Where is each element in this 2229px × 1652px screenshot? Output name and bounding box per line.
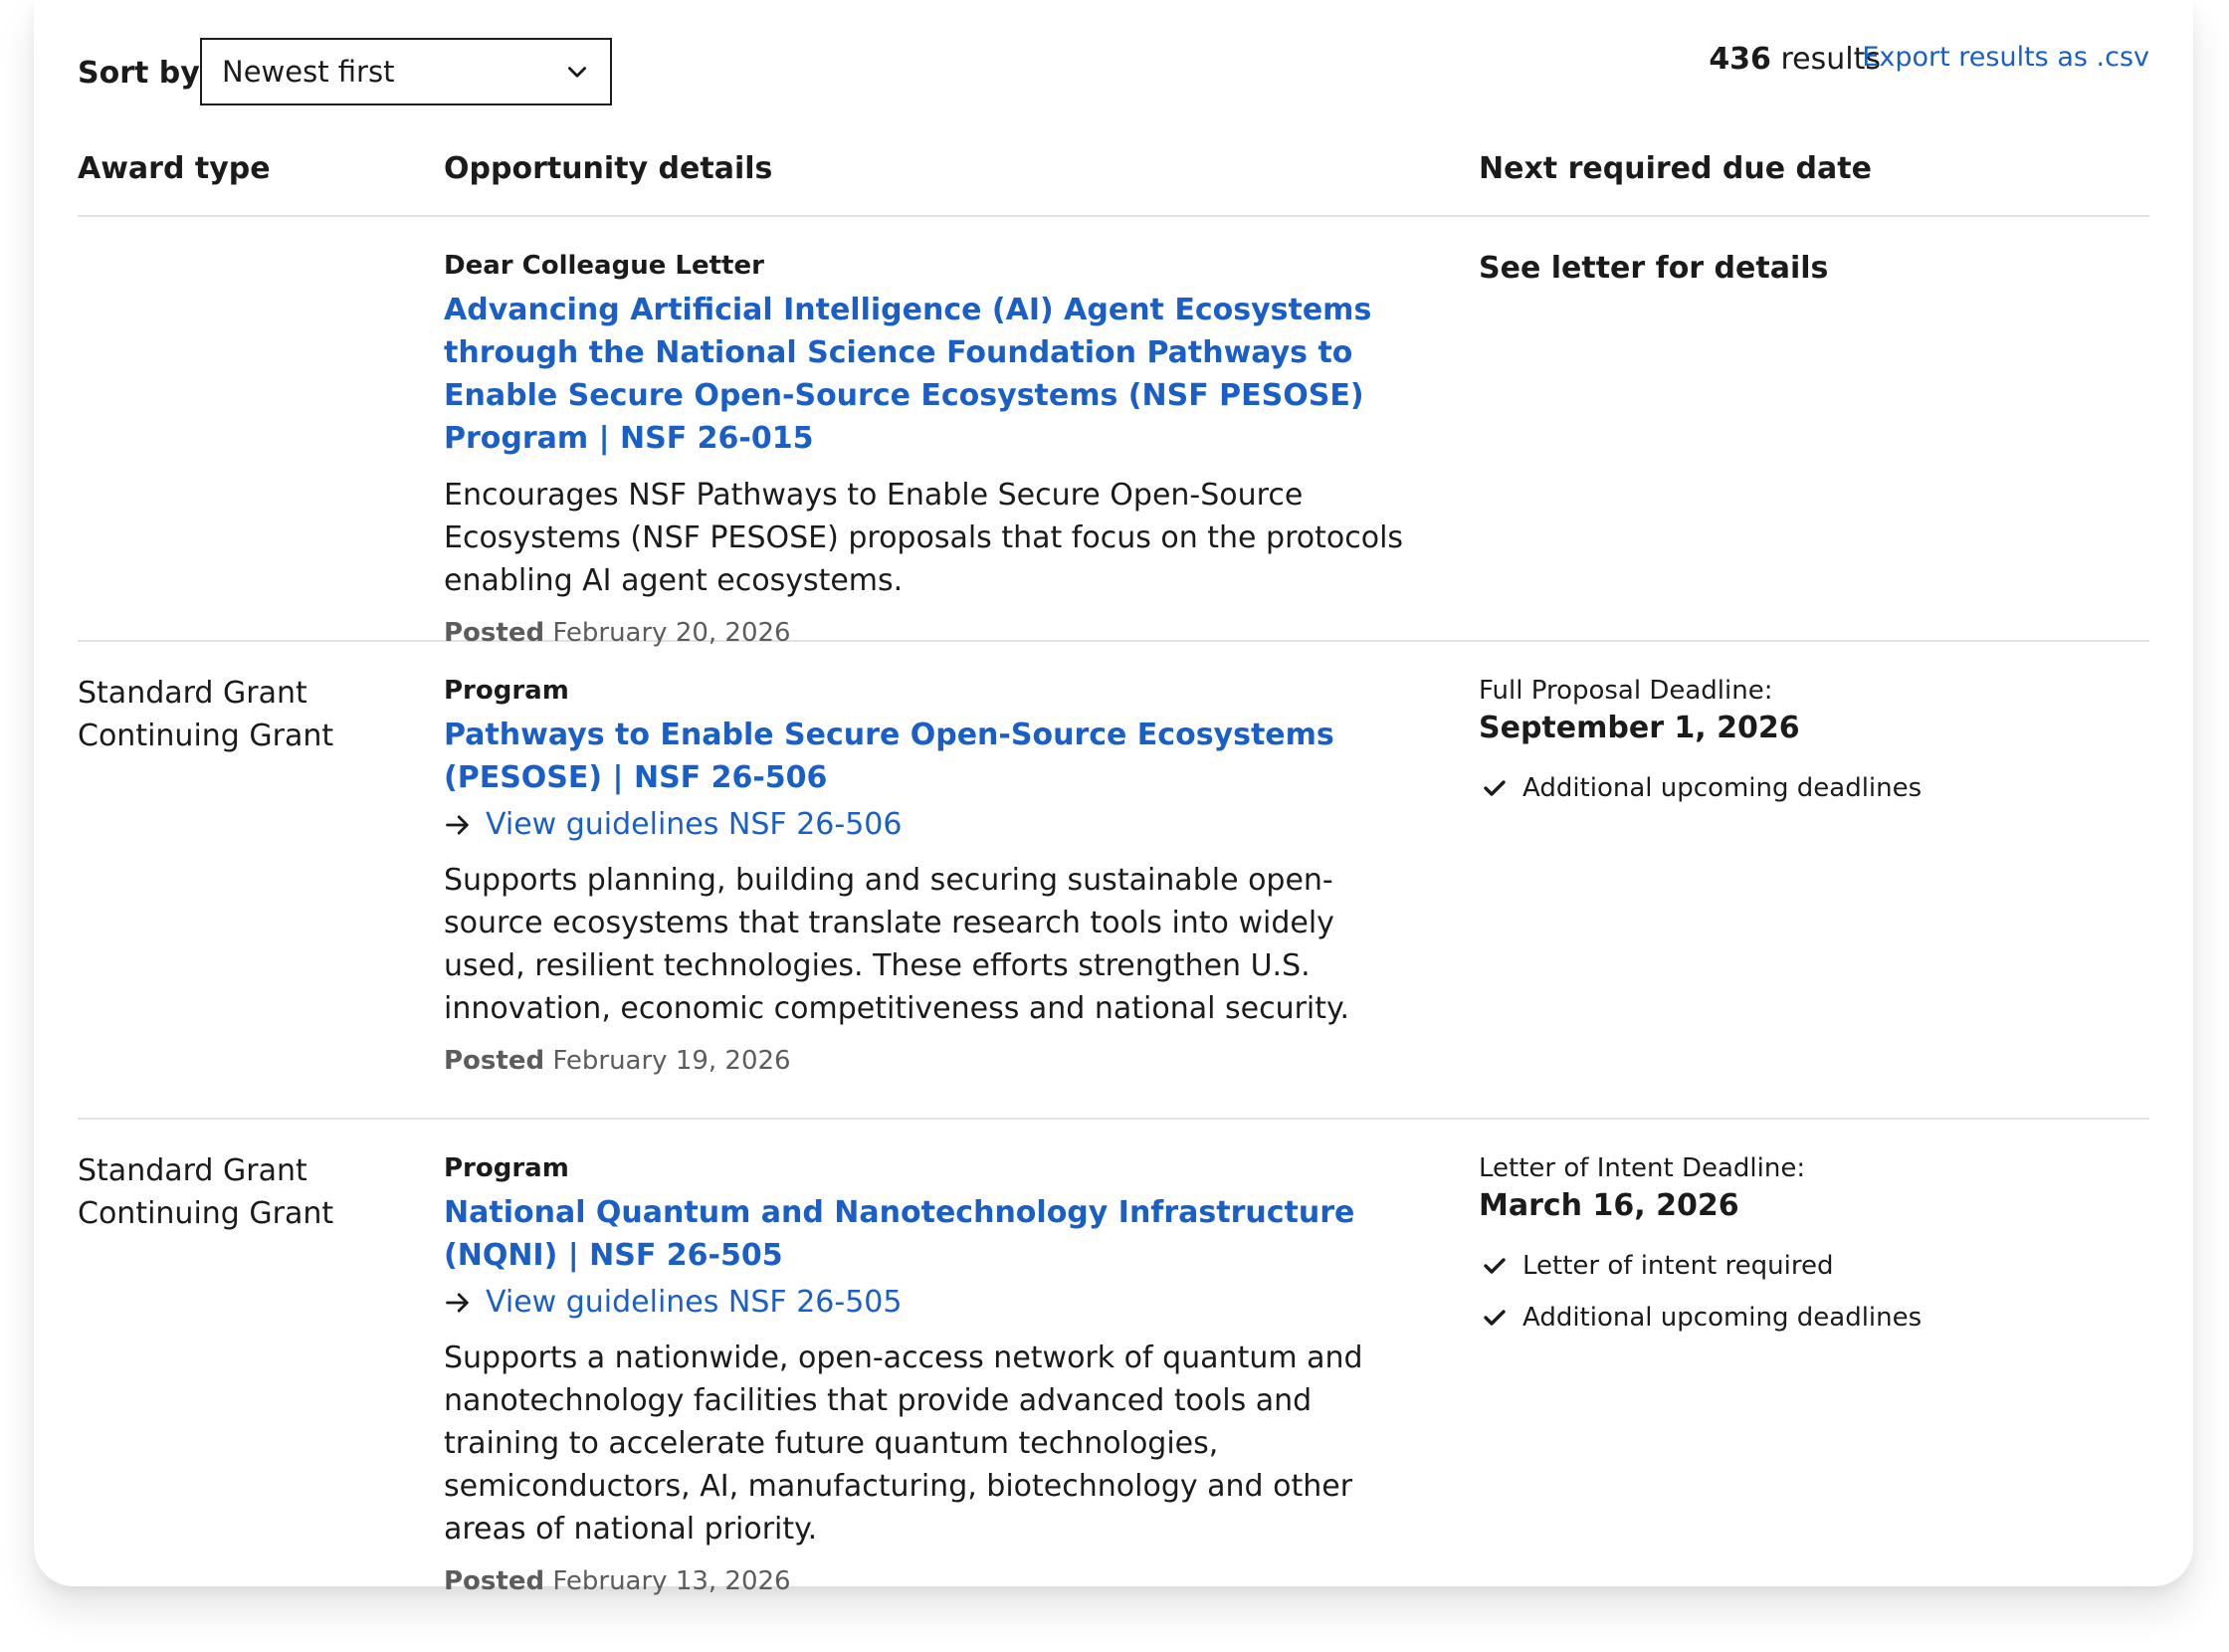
deadline-note bbox=[1479, 1249, 2135, 1283]
deadline-date: March 16, 2026 bbox=[1479, 1188, 1739, 1223]
column-opportunity-details: Opportunity details bbox=[444, 151, 773, 186]
results-number: 436 bbox=[1709, 42, 1771, 77]
posted-value: February 19, 2026 bbox=[552, 1046, 791, 1076]
opportunity-description: Encourages NSF Pathways to Enable Secure Open-Source Ecosystems (NSF PESOSE) proposals that focus on the protocols enabling AI agent ecosystems. bbox=[444, 478, 1404, 598]
posted-label: Posted bbox=[444, 1046, 545, 1076]
posted-value: February 13, 2026 bbox=[552, 1566, 791, 1596]
results-suffix: results bbox=[1780, 42, 1881, 77]
sort-select[interactable] bbox=[200, 38, 612, 105]
award-type: Continuing Grant bbox=[78, 719, 334, 753]
deadline-date: September 1, 2026 bbox=[1479, 711, 1800, 745]
opportunity-details bbox=[444, 1120, 1449, 1630]
deadline-note bbox=[1479, 1301, 2135, 1335]
table-row bbox=[78, 642, 2149, 1120]
posted-label: Posted bbox=[444, 1566, 545, 1596]
posted-label: Posted bbox=[444, 618, 545, 648]
deadline-note-text: Additional upcoming deadlines bbox=[1522, 773, 1923, 803]
opportunity-description: Supports planning, building and securing sustainable open-source ecosystems that translate research tools into widely used, resilient technologies. These efforts strengthen U.S. innovation, economic competitiveness and national security. bbox=[444, 863, 1350, 1026]
opportunity-description: Supports a nationwide, open-access network of quantum and nanotechnology facilities that provide advanced tools and training to accelerate future quantum technologies, semiconductors, AI, manufacturing, biotechnology and other areas of national priority. bbox=[444, 1341, 1363, 1547]
deadline-note bbox=[1479, 771, 2135, 805]
award-types bbox=[78, 672, 333, 757]
results-toolbar bbox=[78, 38, 2149, 109]
sort-selected-value: Newest first bbox=[222, 55, 395, 89]
award-type: Continuing Grant bbox=[78, 1196, 334, 1231]
award-type: Standard Grant bbox=[78, 676, 307, 711]
view-guidelines-label: View guidelines NSF 26-505 bbox=[486, 1285, 903, 1320]
opportunity-kind: Dear Colleague Letter bbox=[444, 251, 764, 281]
column-award-type: Award type bbox=[78, 151, 271, 186]
opportunity-title-link[interactable]: National Quantum and Nanotechnology Infrastructure (NQNI) | NSF 26-505 bbox=[444, 1195, 1355, 1273]
deadline-label: Full Proposal Deadline: bbox=[1479, 676, 1773, 706]
arrow-right-icon bbox=[444, 1289, 472, 1317]
view-guidelines-link[interactable] bbox=[444, 805, 1449, 845]
posted-value: February 20, 2026 bbox=[552, 618, 791, 648]
due-date-cell bbox=[1479, 1151, 2135, 1352]
posted-date bbox=[444, 1564, 1449, 1598]
deadline-notes bbox=[1479, 1249, 2135, 1335]
opportunity-details bbox=[444, 217, 1449, 682]
opportunity-title-link[interactable]: Advancing Artificial Intelligence (AI) Agent Ecosystems through the National Science Foundation Pathways to Enable Secure Open-Source Ecosystems (NSF PESOSE) Program | NSF 26-015 bbox=[444, 293, 1372, 456]
award-types bbox=[78, 1149, 333, 1235]
opportunity-kind: Program bbox=[444, 676, 569, 706]
table-row bbox=[78, 1120, 2149, 1596]
table-row bbox=[78, 217, 2149, 648]
results-panel bbox=[78, 38, 2149, 1596]
table-header bbox=[78, 137, 2149, 217]
deadline-label: Letter of Intent Deadline: bbox=[1479, 1153, 1806, 1183]
view-guidelines-link[interactable] bbox=[444, 1283, 1449, 1323]
award-type: Standard Grant bbox=[78, 1153, 307, 1188]
opportunity-title-link[interactable]: Pathways to Enable Secure Open-Source Ecosystems (PESOSE) | NSF 26-506 bbox=[444, 718, 1334, 795]
opportunity-kind: Program bbox=[444, 1153, 569, 1183]
deadline-note-text: Letter of intent required bbox=[1522, 1251, 1834, 1281]
column-next-due-date: Next required due date bbox=[1479, 151, 1872, 186]
deadline-note-text: Additional upcoming deadlines bbox=[1522, 1303, 1923, 1333]
export-csv-link[interactable]: Export results as .csv bbox=[1862, 42, 2149, 73]
arrow-right-icon bbox=[444, 811, 472, 839]
view-guidelines-label: View guidelines NSF 26-506 bbox=[486, 807, 903, 842]
deadline-notes bbox=[1479, 771, 2135, 805]
due-date-text: See letter for details bbox=[1479, 251, 1829, 286]
due-date-cell bbox=[1479, 674, 2135, 823]
check-icon bbox=[1483, 776, 1507, 800]
check-icon bbox=[1483, 1254, 1507, 1278]
posted-date bbox=[444, 1044, 1449, 1078]
sort-label: Sort by bbox=[78, 56, 200, 91]
chevron-down-icon bbox=[564, 60, 590, 86]
results-count bbox=[1709, 42, 1881, 77]
results-card bbox=[34, 0, 2193, 1596]
opportunity-details bbox=[444, 642, 1449, 1110]
due-date-cell bbox=[1479, 249, 2135, 289]
check-icon bbox=[1483, 1306, 1507, 1330]
